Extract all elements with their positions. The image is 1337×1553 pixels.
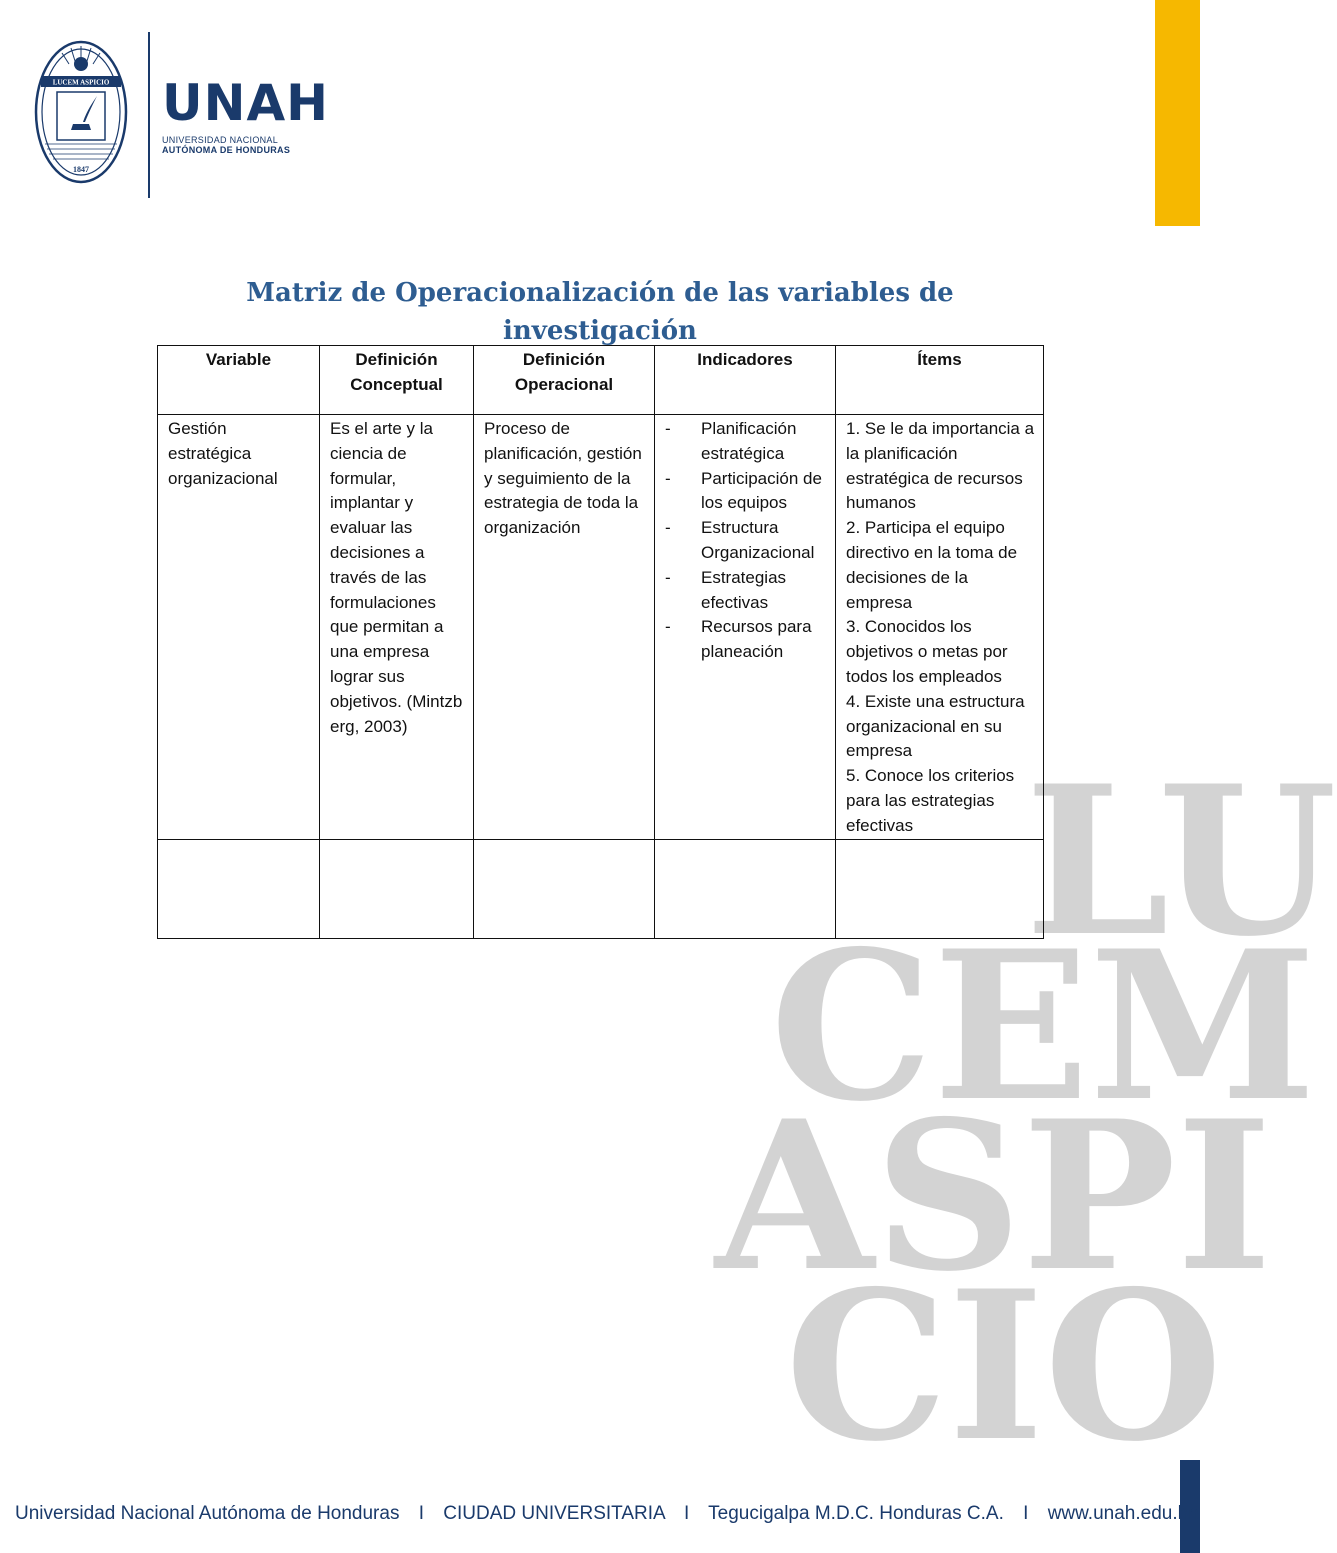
footer-campus: CIUDAD UNIVERSITARIA xyxy=(443,1503,665,1524)
document-title: Matriz de Operacionalización de las variables de investigación xyxy=(246,278,954,346)
header-conceptual: Definición Conceptual xyxy=(320,346,474,415)
brand-wordmark: UNAH xyxy=(162,74,329,132)
footer-university: Universidad Nacional Autónoma de Honduras xyxy=(15,1503,400,1524)
list-item: - Planificación estratégica xyxy=(665,419,797,463)
item-3: 3. Conocidos los objetivos o metas por todos los empleados xyxy=(846,617,1008,686)
footer-separator: I xyxy=(1023,1503,1029,1524)
table-row-empty xyxy=(158,839,1044,938)
item-4: 4. Existe una estructura organizacional en su empresa xyxy=(846,691,1025,761)
footer-separator: I xyxy=(418,1503,425,1524)
header-indicators: Indicadores xyxy=(655,346,836,415)
operationalization-matrix xyxy=(157,345,1044,939)
svg-text:1847: 1847 xyxy=(73,165,89,174)
cell-conceptual: Es el arte y la ciencia de formular, implantar y evaluar las decisiones a través de las formulaciones que permitan a una empresa lograr sus objetivos. (Mintzb erg, 2003) xyxy=(320,415,474,840)
list-item: - Estrategias efectivas xyxy=(665,567,787,612)
footer-city: Tegucigalpa M.D.C. Honduras C.A. xyxy=(708,1503,1004,1524)
item-2: 2. Participa el equipo directivo en la toma de decisiones de la empresa xyxy=(846,518,1018,612)
cell-operational: Proceso de planificación, gestión y seguimiento de la estrategia de toda la organización xyxy=(474,415,655,840)
page-footer xyxy=(15,1503,1199,1525)
item-1: 1. Se le da importancia a la planificación estratégica de recursos humanos xyxy=(846,419,1035,513)
footer-separator: I xyxy=(683,1503,690,1524)
list-item: - Recursos para planeación xyxy=(665,617,812,662)
header-variable: Variable xyxy=(158,346,320,415)
list-item: - Estructura Organizacional xyxy=(665,518,815,562)
item-5: 5. Conoce los criterios para las estrategias efectivas xyxy=(846,766,1015,835)
brand-line-1: UNIVERSIDAD NACIONAL xyxy=(162,135,279,145)
indicator-list xyxy=(663,417,829,665)
watermark-line-3: ASPI xyxy=(715,1077,1273,1317)
cell-indicators xyxy=(655,415,836,840)
watermark-line-4: CIO xyxy=(785,1247,1223,1487)
watermark-line-1: LU xyxy=(1025,742,1337,982)
header-operational: Definición Operacional xyxy=(474,346,655,415)
watermark-line-2: CEM xyxy=(770,907,1317,1147)
unah-brand xyxy=(162,74,329,155)
header-divider xyxy=(148,32,150,198)
footer-website-link[interactable]: www.unah.edu.hn xyxy=(1047,1503,1199,1524)
svg-text:LUCEM ASPICIO: LUCEM ASPICIO xyxy=(52,78,110,87)
cell-items xyxy=(836,415,1044,840)
unah-seal-logo xyxy=(35,40,127,184)
table-row xyxy=(158,415,1044,840)
table-header-row xyxy=(158,346,1044,415)
brand-line-2: AUTÓNOMA DE HONDURAS xyxy=(162,145,291,155)
header-items: Ítems xyxy=(836,346,1044,415)
accent-bar-yellow xyxy=(1155,0,1200,226)
cell-variable: Gestión estratégica organizacional xyxy=(158,415,320,840)
list-item: - Participación de los equipos xyxy=(665,468,822,513)
